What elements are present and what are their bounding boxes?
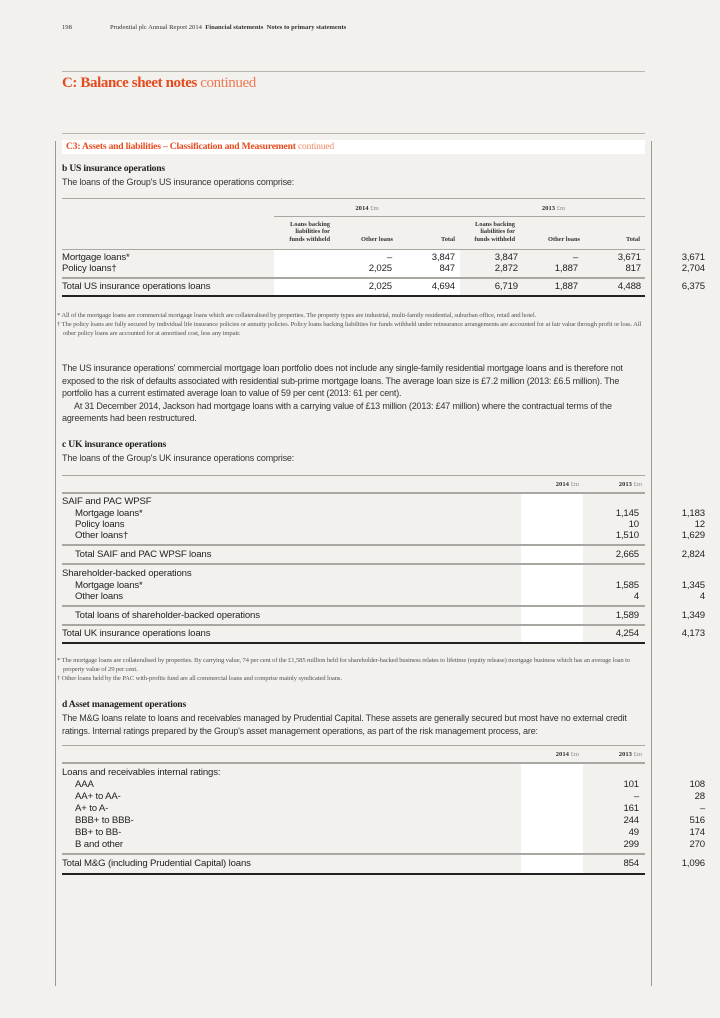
footnote: * All of the mortgage loans are commercial mortgage loans which are collateralised by properties. The property types are industrial, multi-family residential, suburban office, retail and hotel.	[57, 312, 537, 319]
cell: 161	[623, 803, 639, 814]
uk-intro: The loans of the Group's UK insurance operations comprise:	[62, 453, 295, 463]
cell: 174	[689, 827, 705, 838]
page-title	[62, 75, 256, 92]
am-header-rule	[62, 762, 645, 764]
cell: –	[386, 252, 392, 263]
row-label: Total UK insurance operations loans	[62, 628, 211, 639]
cell: 3,847	[431, 252, 455, 263]
us-col-other-2013: Other loans	[547, 236, 580, 243]
cell: 1,183	[681, 508, 705, 519]
row-label: AA+ to AA-	[75, 791, 121, 802]
uk-total-rule	[62, 624, 645, 626]
cell: 4	[633, 591, 639, 602]
row-label: Other loans	[75, 591, 123, 602]
text: 2014	[555, 751, 569, 758]
cell: 4,694	[431, 281, 455, 292]
table-row-total	[62, 281, 705, 292]
cell: 12	[694, 519, 705, 530]
note-subtitle	[66, 141, 334, 152]
cell: –	[699, 803, 705, 814]
paragraph: At 31 December 2014, Jackson had mortgage loans with a carrying value of £13 million (2013: £47 million) where the contractual terms of the agreements had been restructured.	[62, 400, 612, 424]
us-table-bottom-rule	[62, 295, 645, 297]
note-subtitle-main: C3: Assets and liabilities – Classification and Measurement	[66, 141, 296, 152]
table-row-total	[62, 858, 705, 869]
us-col-other-2014: Other loans	[360, 236, 393, 243]
text: liabilities for	[480, 228, 515, 236]
cell: 1,349	[681, 610, 705, 621]
text: 2014	[555, 481, 569, 488]
us-year-rule	[274, 216, 645, 217]
table-row-subtotal	[62, 549, 705, 560]
cell: 2,872	[494, 263, 518, 274]
cell: 4	[699, 591, 705, 602]
cell: 270	[689, 839, 705, 850]
uk-table-top-rule	[62, 475, 645, 476]
us-intro: The loans of the Group's US insurance operations comprise:	[62, 177, 295, 187]
cell: 2,824	[681, 549, 705, 560]
cell: 2,025	[368, 263, 392, 274]
table-row	[62, 779, 705, 790]
table-row-total	[62, 628, 705, 639]
uk-group-label-saif: SAIF and PAC WPSF	[62, 496, 152, 507]
cell: 3,847	[494, 252, 518, 263]
text: £m	[370, 205, 379, 212]
am-paragraph	[62, 712, 647, 737]
cell: 299	[623, 839, 639, 850]
page-title-main: C: Balance sheet notes	[62, 75, 197, 91]
am-table-bottom-rule	[62, 873, 645, 875]
table-row	[62, 252, 705, 263]
row-label: Policy loans†	[62, 263, 117, 274]
cell: 1,589	[615, 610, 639, 621]
us-commentary	[62, 362, 647, 425]
cell: 28	[694, 791, 705, 802]
cell: 108	[689, 779, 705, 790]
uk-col-2014	[500, 481, 579, 488]
us-col-funds-withheld-2014	[260, 221, 330, 243]
us-header-rule	[62, 249, 645, 250]
publication-name: Prudential plc Annual Report 2014	[110, 24, 202, 31]
row-label: Total loans of shareholder-backed operations	[75, 610, 260, 621]
cell: 3,671	[617, 252, 641, 263]
row-label: Mortgage loans*	[75, 508, 143, 519]
text: funds withheld	[289, 235, 330, 243]
uk-shareholder-subtotal-rule	[62, 605, 645, 607]
table-row	[62, 508, 705, 519]
uk-group-label-shareholder: Shareholder-backed operations	[62, 568, 192, 579]
text: 2013	[618, 481, 632, 488]
cell: 10	[628, 519, 639, 530]
us-year-2014	[274, 205, 460, 212]
cell: 1,510	[615, 530, 639, 541]
row-label: Other loans†	[75, 530, 129, 541]
cell: 244	[623, 815, 639, 826]
cell: 49	[628, 827, 639, 838]
cell: 1,096	[681, 858, 705, 869]
text: £m	[570, 751, 579, 758]
table-row	[62, 519, 705, 530]
text: Loans backing	[475, 221, 515, 228]
cell: 1,887	[554, 263, 578, 274]
uk-saif-subtotal-rule	[62, 544, 645, 546]
us-heading: b US insurance operations	[62, 163, 165, 174]
us-col-funds-withheld-2013	[450, 221, 515, 243]
row-label: Total M&G (including Prudential Capital) loans	[62, 858, 251, 869]
uk-header-rule	[62, 492, 645, 494]
paragraph: The US insurance operations' commercial mortgage loan portfolio does not include any single-family residential mortgage loans and is therefore not exposed to the risk of defaults associated with residential sub-prime mortgage loans. The average loan size is £7.2 million (2013: £6.5 million). The portfolio has a current estimated average loan to value of 59 per cent (2013: 61 per cent).	[62, 363, 623, 399]
cell: 1,145	[615, 508, 639, 519]
uk-table-bottom-rule	[62, 642, 645, 644]
cell: –	[572, 252, 578, 263]
cell: 2,025	[368, 281, 392, 292]
uk-group-divider	[62, 563, 645, 565]
cell: 1,629	[681, 530, 705, 541]
row-label: Mortgage loans*	[75, 580, 143, 591]
text: £m	[633, 481, 642, 488]
cell: 4,173	[681, 628, 705, 639]
uk-heading: c UK insurance operations	[62, 439, 166, 450]
page-number: 198	[62, 24, 72, 31]
cell: –	[633, 791, 639, 802]
section-rule	[62, 133, 645, 134]
row-label: Policy loans	[75, 519, 125, 530]
row-label: Total SAIF and PAC WPSF loans	[75, 549, 212, 560]
table-row	[62, 530, 705, 541]
cell: 847	[439, 263, 455, 274]
am-group-label: Loans and receivables internal ratings:	[62, 767, 221, 778]
us-footnotes	[57, 311, 642, 338]
cell: 101	[623, 779, 639, 790]
am-table-top-rule	[62, 745, 645, 746]
us-year-2013	[462, 205, 645, 212]
cell: 1,345	[681, 580, 705, 591]
am-total-rule	[62, 853, 645, 855]
cell: 854	[623, 858, 639, 869]
table-row	[62, 815, 705, 826]
running-header	[62, 24, 346, 31]
uk-footnotes	[57, 656, 642, 683]
table-row	[62, 827, 705, 838]
text: 2013	[541, 205, 556, 212]
table-row	[62, 839, 705, 850]
row-label: Total US insurance operations loans	[62, 281, 211, 292]
text: £m	[556, 205, 566, 212]
cell: 6,719	[494, 281, 518, 292]
paragraph: The M&G loans relate to loans and receivables managed by Prudential Capital. These assets are generally secured but most have no external credit ratings. Internal ratings prepared by the Group's asset management operations, as part of the risk management process, are:	[62, 713, 627, 736]
table-row	[62, 580, 705, 591]
table-row	[62, 591, 705, 602]
text: liabilities for	[295, 228, 330, 236]
us-col-total-2014: Total	[441, 236, 455, 243]
cell: 4,254	[615, 628, 639, 639]
us-col-total-2013: Total	[626, 236, 640, 243]
title-rule	[62, 71, 645, 72]
text: funds withheld	[474, 235, 515, 243]
table-row-subtotal	[62, 610, 705, 621]
cell: 2,665	[615, 549, 639, 560]
cell: 1,887	[554, 281, 578, 292]
cell: 2,704	[681, 263, 705, 274]
cell: 6,375	[681, 281, 705, 292]
row-label: BBB+ to BBB-	[75, 815, 134, 826]
table-row	[62, 803, 705, 814]
row-label: AAA	[75, 779, 94, 790]
footnote: * The mortgage loans are collateralised by properties. By carrying value, 74 per cent of the £1,585 million held for shareholder-backed business relates to lifetime (equity release) mortgage business which has an average loan to property value of 29 per cent.	[57, 657, 630, 673]
am-heading: d Asset management operations	[62, 699, 186, 710]
uk-col-2013	[570, 481, 642, 488]
row-label: B and other	[75, 839, 123, 850]
us-table-top-rule	[62, 198, 645, 199]
am-col-2013	[570, 751, 642, 758]
footnote: † The policy loans are fully secured by individual life insurance policies or annuity policies. Policy loans backing liabilities for funds withheld under reinsurance arrangements are accounted for at fair value through profit or loss. All other policy loans are accounted for at amortised cost, less any impair.	[57, 321, 642, 337]
text: £m	[570, 481, 579, 488]
table-row	[62, 263, 705, 274]
table-row	[62, 791, 705, 802]
note-subtitle-continued: continued	[297, 141, 334, 152]
cell: 817	[625, 263, 641, 274]
text: Loans backing	[290, 221, 330, 228]
page-title-continued: continued	[200, 75, 256, 91]
text: 2014	[355, 205, 369, 212]
frame-left-border	[55, 141, 56, 986]
am-col-2014	[500, 751, 579, 758]
us-subtotal-rule	[62, 277, 645, 279]
cell: 4,488	[617, 281, 641, 292]
section-name: Financial statements	[205, 24, 264, 31]
text: £m	[633, 751, 642, 758]
cell: 516	[689, 815, 705, 826]
row-label: Mortgage loans*	[62, 252, 130, 263]
cell: 1,585	[615, 580, 639, 591]
subsection-name: Notes to primary statements	[266, 24, 347, 31]
row-label: BB+ to BB-	[75, 827, 122, 838]
row-label: A+ to A-	[75, 803, 109, 814]
cell: 3,671	[681, 252, 705, 263]
footnote: † Other loans held by the PAC with-profits fund are all commercial loans and comprise mainly syndicated loans.	[57, 675, 342, 682]
text: 2013	[618, 751, 632, 758]
